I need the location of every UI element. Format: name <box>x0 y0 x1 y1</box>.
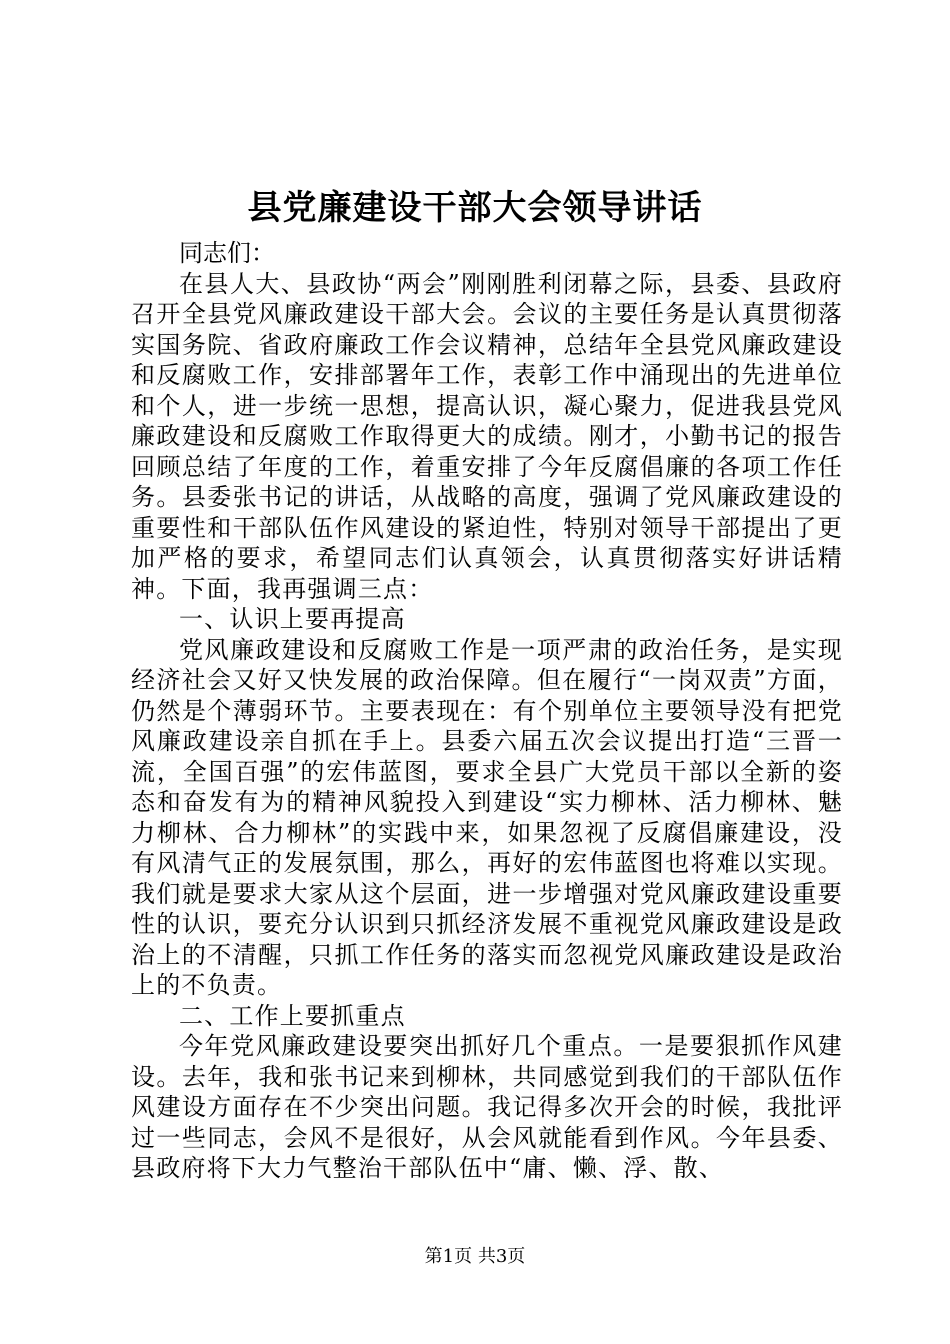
section-heading-1: 一、认识上要再提高 <box>179 605 406 633</box>
paragraph-intro: 在县人大、县政协“两会”刚刚胜利闭幕之际，县委、县政府召开全县党风廉政建设干部大会。会议的主要任务是认真贯彻落实国务院、省政府廉政工作会议精神，总结年全县党风廉政建设和反腐败工作，安排部署年工作，表彰工作中涌现出的先进单位和个人，进一步统一思想，提高认识，凝心聚力，促进我县党风廉政建设和反腐败工作取得更大的成绩。刚才，小勤书记的报告回顾总结了年度的工作，着重安排了今年反腐倡廉的各项工作任务。县委张书记的讲话，从战略的高度，强调了党风廉政建设的重要性和干部队伍作风建设的紧迫性，特别对领导干部提出了更加严格的要求，希望同志们认真领会，认真贯彻落实好讲话精神。下面，我再强调三点： <box>131 269 843 603</box>
document-body <box>131 238 843 1184</box>
document-title: 县党廉建设干部大会领导讲话 <box>247 188 703 228</box>
paragraph-section-2: 今年党风廉政建设要突出抓好几个重点。一是要狠抓作风建设。去年，我和张书记来到柳林，共同感觉到我们的干部队伍作风建设方面存在不少突出问题。我记得多次开会的时候，我批评过一些同志，会风不是很好，从会风就能看到作风。今年县委、县政府将下大力气整治干部队伍中“庸、懒、浮、散、 <box>131 1032 843 1182</box>
section-heading-2: 二、工作上要抓重点 <box>179 1001 406 1030</box>
page-footer: 第1页 共3页 <box>424 1246 526 1267</box>
paragraph-section-1: 党风廉政建设和反腐败工作是一项严肃的政治任务，是实现经济社会又好又快发展的政治保障。但在履行“一岗双责”方面，仍然是个薄弱环节。主要表现在：有个别单位主要领导没有把党风廉政建设亲自抓在手上。县委六届五次会议提出打造“三晋一流，全国百强”的宏伟蓝图，要求全县广大党员干部以全新的姿态和奋发有为的精神风貌投入到建设“实力柳林、活力柳林、魅力柳林、合力柳林”的实践中来，如果忽视了反腐倡廉建设，没有风清气正的发展氛围，那么，再好的宏伟蓝图也将难以实现。我们就是要求大家从这个层面，进一步增强对党风廉政建设重要性的认识，要充分认识到只抓经济发展不重视党风廉政建设是政治上的不清醒，只抓工作任务的落实而忽视党风廉政建设是政治上的不负责。 <box>131 635 843 999</box>
salutation: 同志们： <box>179 239 275 267</box>
